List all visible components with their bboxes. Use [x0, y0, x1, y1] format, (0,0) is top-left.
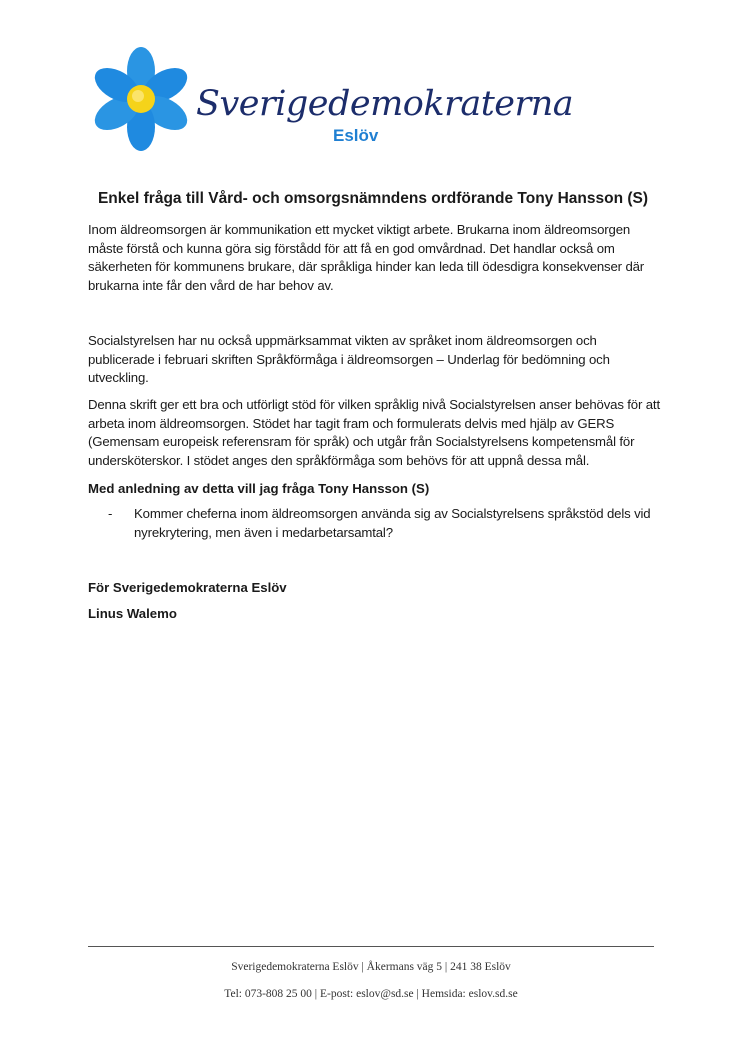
logo — [88, 46, 574, 156]
paragraph: Denna skrift ger ett bra och utförligt stöd för vilken språklig nivå Socialstyrelsen anser behövas för att arbeta inom äldreomsorgen. Stödet har tagit fram och formulerats delvis med hjälp av GERS (Gemensam europeisk referensram för språk) och utgår från Socialstyrelsens kompetensmål för undersköterskor. I stödet anges den språkförmåga som behövs för att uppnå dessa mål. — [88, 397, 660, 468]
footer-divider — [88, 946, 654, 947]
paragraph: Inom äldreomsorgen är kommunikation ett mycket viktigt arbete. Brukarna inom äldreomsorgen måste förstå och kunna göra sig förstådd för att få en god omvårdnad. Det handlar också om säkerheten för kommunens brukare, där språkliga hinder kan leda till ödesdigra konsekvenser där brukarna inte får den vård de har behov av. — [88, 222, 645, 293]
document-title: Enkel fråga till Vård- och omsorgsnämndens ordförande Tony Hansson (S) — [97, 190, 649, 207]
paragraph: Socialstyrelsen har nu också uppmärksammat vikten av språket inom äldreomsorgen och publicerade i februari skriften Språkförmåga i äldreomsorgen – Underlag för bedömning och utveckling. — [88, 333, 610, 385]
question-text: Kommer cheferna inom äldreomsorgen använda sig av Socialstyrelsens språkstöd dels vid nyrekrytering, men även i medarbetarsamtal? — [134, 506, 651, 540]
brand-subtitle: Eslöv — [333, 126, 379, 145]
brand-name: Sverigedemokraterna — [196, 84, 574, 124]
footer-address: Sverigedemokraterna Eslöv | Åkermans väg 5 | 241 38 Eslöv — [231, 961, 511, 973]
question-heading: Med anledning av detta vill jag fråga Tony Hansson (S) — [88, 481, 430, 496]
bullet-dash: - — [108, 506, 113, 521]
footer-contact: Tel: 073-808 25 00 | E-post: eslov@sd.se | Hemsida: eslov.sd.se — [224, 988, 518, 1000]
signature-organization: För Sverigedemokraterna Eslöv — [88, 580, 287, 595]
signature-name: Linus Walemo — [88, 606, 177, 621]
flower-icon — [88, 46, 198, 156]
